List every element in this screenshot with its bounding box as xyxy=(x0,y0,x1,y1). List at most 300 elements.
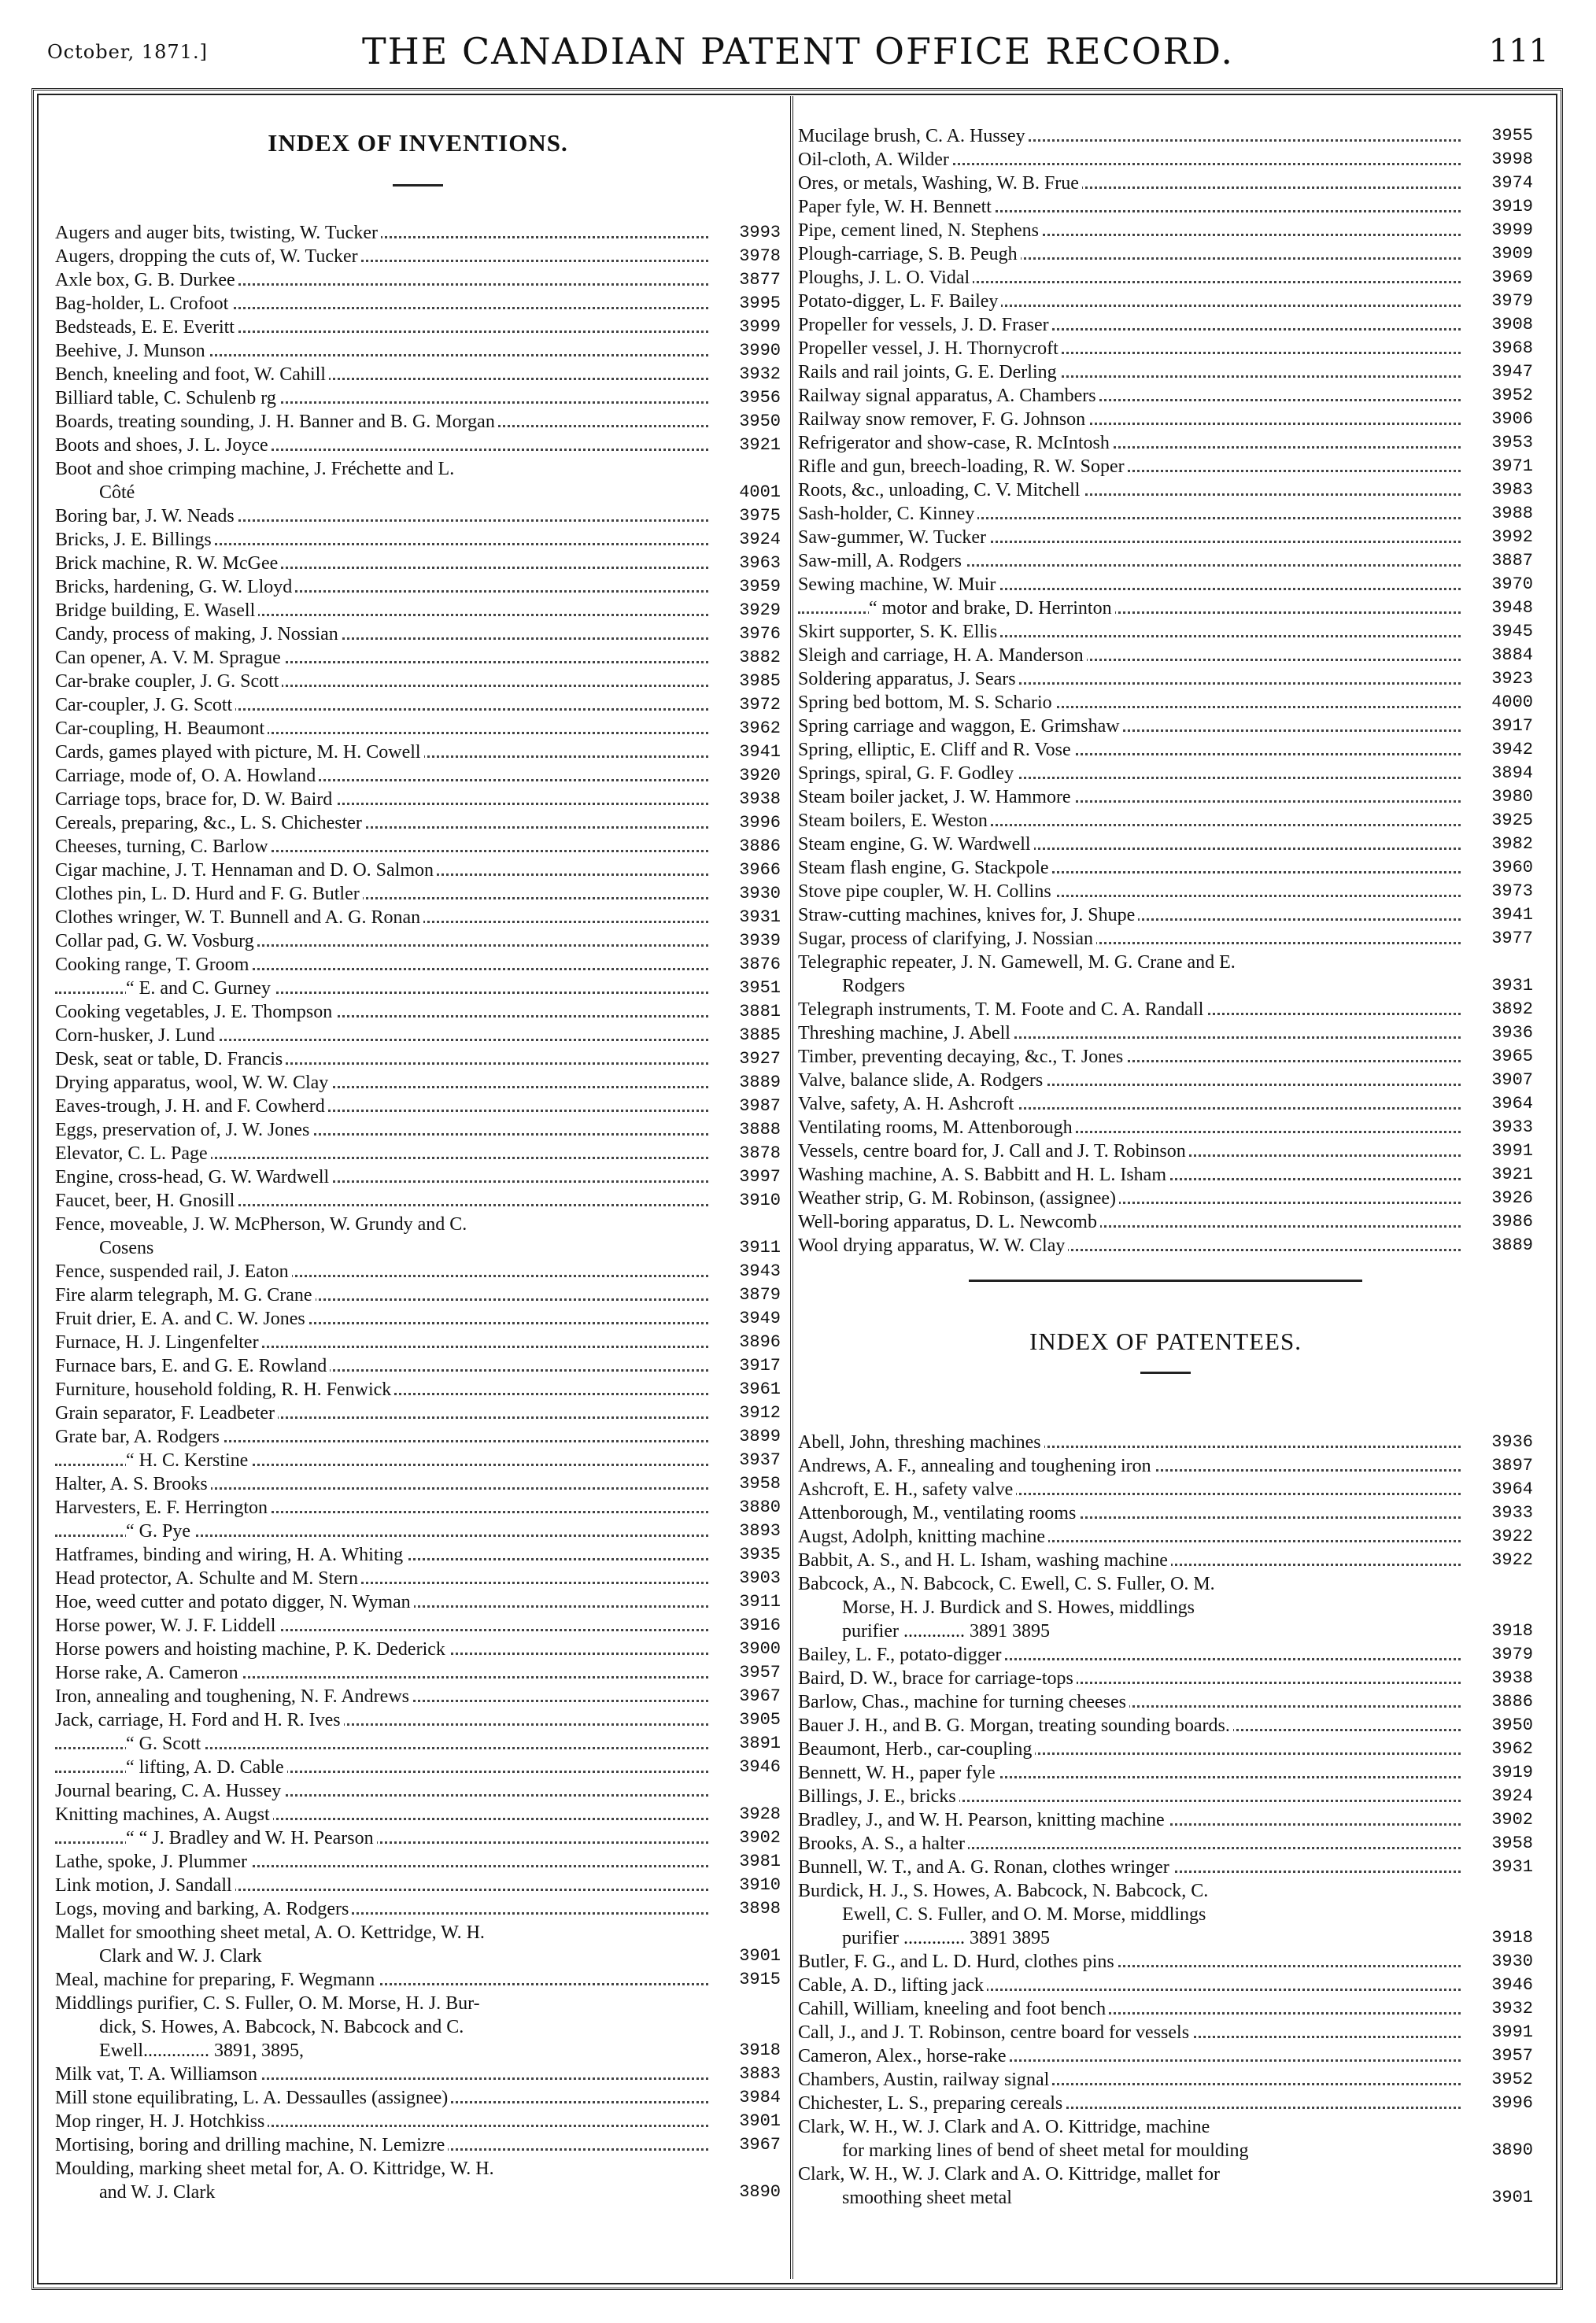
entry-text: Collar pad, G. W. Vosburg xyxy=(55,931,257,951)
entry-text: Plough-carriage, S. B. Peugh xyxy=(798,244,1021,264)
patent-number: 3949 xyxy=(739,1309,781,1328)
index-entry xyxy=(55,1354,781,1378)
entry-text: Halter, A. S. Brooks xyxy=(55,1474,211,1494)
entry-text: Babbit, A. S., and H. L. Isham, washing machine xyxy=(798,1550,1171,1571)
patent-number: 3957 xyxy=(739,1663,781,1682)
index-entry xyxy=(55,1543,781,1567)
index-entry xyxy=(55,2157,781,2204)
patent-number: 3971 xyxy=(1491,456,1533,476)
index-entry xyxy=(55,1118,781,1142)
patent-number: 3893 xyxy=(739,1521,781,1541)
index-entry xyxy=(55,2110,781,2133)
index-entry xyxy=(55,1520,781,1543)
index-entry xyxy=(55,1307,781,1331)
index-entry xyxy=(798,691,1533,715)
entry-text: Augst, Adolph, knitting machine xyxy=(798,1527,1048,1547)
patent-number: 3995 xyxy=(739,294,781,313)
patent-number: 3931 xyxy=(1491,1857,1533,1877)
index-entry xyxy=(55,1449,781,1472)
patent-number: 3963 xyxy=(739,553,781,573)
index-entry xyxy=(55,316,781,339)
index-entry xyxy=(55,552,781,575)
entry-text: Candy, process of making, J. Nossian xyxy=(55,624,342,644)
index-entry xyxy=(55,1189,781,1213)
index-entry xyxy=(55,1260,781,1283)
index-entry xyxy=(55,504,781,528)
patent-number: 3987 xyxy=(739,1096,781,1116)
patent-number: 3929 xyxy=(739,600,781,620)
index-entry xyxy=(798,219,1533,242)
entry-text: Propeller for vessels, J. D. Fraser xyxy=(798,315,1052,335)
index-entry xyxy=(798,2021,1533,2044)
inventions-index-title: INDEX OF INVENTIONS. xyxy=(268,129,568,157)
entry-text: Attenborough, M., ventilating rooms xyxy=(798,1503,1079,1523)
patent-number: 3980 xyxy=(1491,787,1533,807)
patent-number: 3924 xyxy=(1491,1786,1533,1806)
entry-text: Bench, kneeling and foot, W. Cahill xyxy=(55,364,329,385)
entry-text: Car-coupler, J. G. Scott xyxy=(55,695,235,715)
entry-text: Bricks, J. E. Billings xyxy=(55,530,215,550)
entry-text: Roots, &c., unloading, C. V. Mitchell xyxy=(798,480,1083,500)
patent-number: 3901 xyxy=(1491,2188,1533,2207)
entry-text: Cooking range, T. Groom xyxy=(55,955,252,975)
entry-text: Augers and auger bits, twisting, W. Tucker xyxy=(55,223,381,243)
entry-text: Cigar machine, J. T. Hennaman and D. O. Salmon xyxy=(55,860,437,881)
index-entry xyxy=(55,1874,781,1897)
patent-number: 3970 xyxy=(1491,574,1533,594)
entry-text: Call, J., and J. T. Robinson, centre board for vessels xyxy=(798,2022,1192,2043)
entry-text: Mallet for smoothing sheet metal, A. O. Kettridge, W. H. xyxy=(55,1922,488,1943)
index-entry xyxy=(798,1832,1533,1856)
entry-text: Cooking vegetables, J. E. Thompson xyxy=(55,1002,335,1022)
index-entry xyxy=(798,667,1533,691)
patentees-index-title: INDEX OF PATENTEES. xyxy=(1029,1328,1302,1355)
index-entry xyxy=(798,1738,1533,1761)
entry-text: Sash-holder, C. Kinney xyxy=(798,504,977,524)
patent-number: 3891 xyxy=(739,1734,781,1753)
index-entry xyxy=(55,1071,781,1095)
index-entry xyxy=(55,622,781,646)
entry-text: “ G. Pye xyxy=(126,1521,194,1542)
entry-text: Saw-gummer, W. Tucker xyxy=(798,527,989,548)
section-separator xyxy=(969,1280,1362,1282)
entry-text: Milk vat, T. A. Williamson xyxy=(55,2064,260,2085)
index-entry xyxy=(798,644,1533,667)
entry-text: Mop ringer, H. J. Hotchkiss xyxy=(55,2111,268,2132)
patent-number: 3953 xyxy=(1491,433,1533,452)
entry-text: Bunnell, W. T., and A. G. Ronan, clothes wringer xyxy=(798,1857,1173,1878)
index-entry xyxy=(798,809,1533,833)
entry-text: Rails and rail joints, G. E. Derling xyxy=(798,362,1060,382)
index-entry xyxy=(798,384,1533,408)
entry-text: Car-brake coupler, J. G. Scott xyxy=(55,671,282,692)
entry-text: Well-boring apparatus, D. L. Newcomb xyxy=(798,1212,1100,1232)
entry-text-continued: Clark and W. J. Clark xyxy=(55,1944,708,1968)
patent-number: 3920 xyxy=(739,766,781,785)
index-entry xyxy=(798,1525,1533,1549)
entry-text: Valve, balance slide, A. Rodgers xyxy=(798,1070,1046,1091)
patent-number: 3952 xyxy=(1491,386,1533,405)
index-entry xyxy=(798,2162,1533,2210)
index-entry xyxy=(55,292,781,316)
entry-text: Furniture, household folding, R. H. Fenwick xyxy=(55,1379,394,1400)
patent-number: 3882 xyxy=(739,648,781,667)
entry-text: Elevator, C. L. Page xyxy=(55,1143,211,1164)
patent-number: 3939 xyxy=(739,931,781,951)
entry-text-continued: Cosens xyxy=(55,1236,708,1260)
patent-number: 3966 xyxy=(739,860,781,880)
index-entry xyxy=(798,1714,1533,1738)
index-entry xyxy=(55,1826,781,1850)
index-entry xyxy=(798,596,1533,620)
patent-number: 3962 xyxy=(1491,1739,1533,1759)
index-entry xyxy=(798,620,1533,644)
patent-number: 3926 xyxy=(1491,1188,1533,1208)
entry-text: Knitting machines, A. Augst xyxy=(55,1804,273,1825)
entry-text: Brooks, A. S., a halter xyxy=(798,1834,968,1854)
entry-text: Valve, safety, A. H. Ashcroft xyxy=(798,1094,1017,1114)
index-entry xyxy=(55,363,781,386)
entry-text: Sugar, process of clarifying, J. Nossian xyxy=(798,929,1096,949)
patent-number: 3923 xyxy=(1491,669,1533,689)
index-entry xyxy=(55,268,781,292)
entry-text: Boards, treating sounding, J. H. Banner and B. G. Morgan xyxy=(55,412,498,432)
entry-text: Rifle and gun, breech-loading, R. W. Soper xyxy=(798,456,1128,477)
entry-text: Clothes wringer, W. T. Bunnell and A. G. Ronan xyxy=(55,907,423,928)
patent-number: 3898 xyxy=(739,1899,781,1919)
patent-number: 3958 xyxy=(739,1474,781,1494)
index-entry xyxy=(55,2063,781,2086)
entry-text: Augers, dropping the cuts of, W. Tucker xyxy=(55,246,361,267)
entry-text: Furnace bars, E. and G. E. Rowland xyxy=(55,1356,330,1376)
patent-number: 3985 xyxy=(739,671,781,691)
entry-text: Telegraphic repeater, J. N. Gamewell, M. G. Crane and E. xyxy=(798,952,1239,973)
patent-number: 3887 xyxy=(1491,551,1533,571)
title-rule xyxy=(393,184,443,187)
patent-number: 3917 xyxy=(739,1356,781,1376)
issue-date: October, 1871.] xyxy=(47,41,208,63)
entry-text: Weather strip, G. M. Robinson, (assignee) xyxy=(798,1188,1119,1209)
patent-number: 3897 xyxy=(1491,1456,1533,1475)
patent-number: 3915 xyxy=(739,1970,781,1989)
patent-number: 3912 xyxy=(739,1403,781,1423)
index-entry xyxy=(798,172,1533,195)
patent-number: 3936 xyxy=(1491,1023,1533,1043)
inventions-list xyxy=(55,221,781,2204)
entry-text: Cable, A. D., lifting jack xyxy=(798,1975,987,1996)
patent-number: 3902 xyxy=(1491,1810,1533,1830)
patent-number: 3922 xyxy=(1491,1550,1533,1570)
patent-number: 3935 xyxy=(739,1545,781,1564)
index-entry xyxy=(798,455,1533,478)
patent-number: 3880 xyxy=(739,1498,781,1517)
index-entry xyxy=(55,1283,781,1307)
patent-number: 3909 xyxy=(1491,244,1533,264)
entry-text: Journal bearing, C. A. Hussey xyxy=(55,1781,284,1801)
index-entry xyxy=(55,1614,781,1638)
index-entry xyxy=(55,245,781,268)
entry-text: Washing machine, A. S. Babbitt and H. L. Isham xyxy=(798,1165,1169,1185)
patent-number: 3993 xyxy=(739,223,781,242)
column-divider xyxy=(790,96,793,2279)
index-entry xyxy=(798,408,1533,431)
entry-text: Andrews, A. F., annealing and toughening iron xyxy=(798,1456,1155,1476)
index-entry xyxy=(55,1897,781,1921)
patent-number: 3982 xyxy=(1491,834,1533,854)
patent-number: 3964 xyxy=(1491,1479,1533,1499)
index-entry xyxy=(798,502,1533,526)
patent-number: 3997 xyxy=(739,1167,781,1187)
index-entry xyxy=(55,528,781,552)
entry-text: Steam engine, G. W. Wardwell xyxy=(798,834,1034,855)
patent-number: 3921 xyxy=(739,435,781,455)
index-entry xyxy=(798,1116,1533,1139)
entry-text: Skirt supporter, S. K. Ellis xyxy=(798,622,1000,642)
patent-number: 3900 xyxy=(739,1639,781,1659)
patent-number: 4000 xyxy=(1491,692,1533,712)
entry-text: Mortising, boring and drilling machine, N. Lemizre xyxy=(55,2135,448,2155)
index-entry xyxy=(798,1234,1533,1258)
index-entry xyxy=(55,740,781,764)
index-entry xyxy=(55,1661,781,1685)
patent-number: 3957 xyxy=(1491,2046,1533,2066)
entry-text: Jack, carriage, H. Ford and H. R. Ives xyxy=(55,1710,344,1730)
entry-text: Grate bar, A. Rodgers xyxy=(55,1427,223,1447)
patent-number: 3979 xyxy=(1491,1645,1533,1664)
entry-text: Pipe, cement lined, N. Stephens xyxy=(798,220,1042,241)
entry-text: Wool drying apparatus, W. W. Clay xyxy=(798,1235,1068,1256)
page-header xyxy=(47,30,1549,77)
patent-number: 3924 xyxy=(739,530,781,549)
patent-number: 3946 xyxy=(739,1757,781,1777)
patent-number: 3910 xyxy=(739,1191,781,1210)
patent-number: 3889 xyxy=(1491,1235,1533,1255)
patent-number: 3968 xyxy=(1491,338,1533,358)
patent-number: 3930 xyxy=(1491,1952,1533,1971)
entry-text-continued: smoothing sheet metal xyxy=(798,2186,1461,2210)
index-entry xyxy=(798,573,1533,596)
entry-text: Potato-digger, L. F. Bailey xyxy=(798,291,1001,312)
patent-number: 3894 xyxy=(1491,763,1533,783)
index-entry xyxy=(798,1092,1533,1116)
entry-text: Bag-holder, L. Crofoot xyxy=(55,294,231,314)
entry-text: Horse power, W. J. F. Liddell xyxy=(55,1616,279,1636)
patent-number: 3941 xyxy=(739,742,781,762)
entry-text: Middlings purifier, C. S. Fuller, O. M. Morse, H. J. Bur- xyxy=(55,1993,483,2014)
patent-number: 3922 xyxy=(1491,1527,1533,1546)
index-entry xyxy=(55,1921,781,1968)
patent-number: 3976 xyxy=(739,624,781,644)
patent-number: 3876 xyxy=(739,955,781,974)
entry-text: Bridge building, E. Wasell xyxy=(55,600,258,621)
index-entry xyxy=(798,337,1533,360)
patent-number: 3890 xyxy=(1491,2140,1533,2160)
page-number: 111 xyxy=(1488,33,1549,69)
patent-number: 3908 xyxy=(1491,315,1533,334)
patent-number: 3878 xyxy=(739,1143,781,1163)
patent-number: 4001 xyxy=(739,482,781,502)
entry-text: Bennett, W. H., paper fyle xyxy=(798,1763,999,1783)
index-entry xyxy=(798,1478,1533,1501)
index-entry xyxy=(798,833,1533,856)
patent-number: 3910 xyxy=(739,1875,781,1895)
patent-number: 3975 xyxy=(739,506,781,526)
patent-number: 3879 xyxy=(739,1285,781,1305)
inventions-column xyxy=(55,101,781,2204)
entry-text: Drying apparatus, wool, W. W. Clay xyxy=(55,1073,331,1093)
entry-text: Babcock, A., N. Babcock, C. Ewell, C. S. Fuller, O. M. xyxy=(798,1574,1218,1594)
entry-text: Cahill, William, kneeling and foot bench xyxy=(798,1999,1109,2019)
patent-number: 3952 xyxy=(1491,2070,1533,2089)
patent-number: 3943 xyxy=(739,1261,781,1281)
entry-text: Abell, John, threshing machines xyxy=(798,1432,1044,1453)
entry-text: Cereals, preparing, &c., L. S. Chichester xyxy=(55,813,365,833)
patent-number: 3999 xyxy=(1491,220,1533,240)
index-entry xyxy=(55,953,781,977)
entry-text: Sleigh and carriage, H. A. Manderson xyxy=(798,645,1087,666)
patent-number: 3946 xyxy=(1491,1975,1533,1995)
index-entry xyxy=(798,148,1533,172)
index-entry xyxy=(798,242,1533,266)
index-entry xyxy=(798,1163,1533,1187)
index-entry xyxy=(55,1402,781,1425)
index-entry xyxy=(55,835,781,859)
index-entry xyxy=(55,1095,781,1118)
patent-number: 3902 xyxy=(739,1828,781,1848)
patent-number: 3933 xyxy=(1491,1503,1533,1523)
index-entry xyxy=(55,457,781,504)
entry-text: Axle box, G. B. Durkee xyxy=(55,270,238,290)
index-entry xyxy=(798,998,1533,1021)
entry-text: Chichester, L. S., preparing cereals xyxy=(798,2093,1066,2114)
patent-number: 3889 xyxy=(739,1073,781,1092)
patent-number: 3950 xyxy=(1491,1715,1533,1735)
index-entry xyxy=(55,906,781,929)
index-entry xyxy=(55,764,781,788)
index-entry xyxy=(798,290,1533,313)
index-entry xyxy=(798,785,1533,809)
entry-text: Boot and shoe crimping machine, J. Fréchette and L. xyxy=(55,459,457,479)
entry-text-continued: Ewell.............. 3891, 3895, xyxy=(55,2039,708,2063)
index-entry xyxy=(798,431,1533,455)
index-entry xyxy=(55,1378,781,1402)
index-entry xyxy=(55,2086,781,2110)
patent-number: 3936 xyxy=(1491,1432,1533,1452)
index-entry xyxy=(55,1425,781,1449)
index-entry xyxy=(798,1879,1533,1950)
patent-number: 3981 xyxy=(739,1852,781,1871)
entry-text: Straw-cutting machines, knives for, J. Shupe xyxy=(798,905,1138,925)
index-entry xyxy=(798,880,1533,903)
entry-text: Logs, moving and barking, A. Rodgers xyxy=(55,1899,352,1919)
patent-number: 3961 xyxy=(739,1379,781,1399)
entry-text-continued: for marking lines of bend of sheet metal for moulding xyxy=(798,2139,1461,2162)
patent-number: 3919 xyxy=(1491,197,1533,216)
patent-number: 3999 xyxy=(739,317,781,337)
index-entry xyxy=(798,478,1533,502)
patent-number: 3969 xyxy=(1491,268,1533,287)
index-entry xyxy=(55,1331,781,1354)
entry-text: Iron, annealing and toughening, N. F. Andrews xyxy=(55,1686,412,1707)
patent-number: 3896 xyxy=(739,1332,781,1352)
index-entry xyxy=(55,434,781,457)
entry-text: Fence, suspended rail, J. Eaton xyxy=(55,1261,292,1282)
entry-text: Stove pipe coupler, W. H. Collins xyxy=(798,881,1055,902)
entry-text: Hoe, weed cutter and potato digger, N. Wyman xyxy=(55,1592,414,1612)
index-entry xyxy=(55,1992,781,2063)
patent-number: 3938 xyxy=(739,789,781,809)
patent-number: 3959 xyxy=(739,577,781,596)
index-entry xyxy=(55,2133,781,2157)
entry-text: Meal, machine for preparing, F. Wegmann xyxy=(55,1970,378,1990)
patent-number: 3962 xyxy=(739,718,781,738)
entry-text: Spring bed bottom, M. S. Schario xyxy=(798,692,1055,713)
index-entry xyxy=(55,811,781,835)
entry-text: Bricks, hardening, G. W. Lloyd xyxy=(55,577,295,597)
inventions-list-continued xyxy=(798,124,1533,1258)
patent-number: 3883 xyxy=(739,2064,781,2084)
index-entry xyxy=(55,1024,781,1047)
index-entry xyxy=(798,1856,1533,1879)
right-column xyxy=(798,124,1533,2210)
index-entry xyxy=(55,1756,781,1779)
patent-number: 3956 xyxy=(739,388,781,408)
entry-text: Steam boiler jacket, J. W. Hammore xyxy=(798,787,1074,807)
index-entry xyxy=(55,1685,781,1708)
patent-number: 3931 xyxy=(739,907,781,927)
index-entry xyxy=(55,386,781,410)
index-entry xyxy=(55,1590,781,1614)
patent-number: 3958 xyxy=(1491,1834,1533,1853)
index-entry xyxy=(798,1045,1533,1069)
index-entry xyxy=(798,2068,1533,2092)
patent-number: 3886 xyxy=(739,837,781,856)
entry-text: Corn-husker, J. Lund xyxy=(55,1025,218,1046)
index-entry xyxy=(798,1950,1533,1974)
entry-text: Faucet, beer, H. Gnosill xyxy=(55,1191,238,1211)
patent-number: 3998 xyxy=(1491,150,1533,169)
patent-number: 3972 xyxy=(739,695,781,715)
entry-text-continued: and W. J. Clark xyxy=(55,2181,708,2204)
index-entry xyxy=(55,670,781,693)
entry-text: Fire alarm telegraph, M. G. Crane xyxy=(55,1285,316,1306)
index-entry xyxy=(55,717,781,740)
entry-text: Chambers, Austin, railway signal xyxy=(798,2070,1052,2090)
index-entry xyxy=(798,856,1533,880)
index-entry xyxy=(55,788,781,811)
patent-number: 3906 xyxy=(1491,409,1533,429)
index-entry xyxy=(798,738,1533,762)
index-entry xyxy=(55,599,781,622)
index-entry xyxy=(798,124,1533,148)
entry-text: Harvesters, E. F. Herrington xyxy=(55,1498,271,1518)
index-entry xyxy=(798,360,1533,384)
patent-number: 3903 xyxy=(739,1568,781,1588)
entry-text: Baird, D. W., brace for carriage-tops xyxy=(798,1668,1077,1689)
entry-text: Carriage, mode of, O. A. Howland xyxy=(55,766,319,786)
index-entry xyxy=(798,1021,1533,1045)
patent-number: 3973 xyxy=(1491,881,1533,901)
entry-text: Lathe, spoke, J. Plummer xyxy=(55,1852,250,1872)
entry-text: Bradley, J., and W. H. Pearson, knitting machine xyxy=(798,1810,1168,1830)
entry-text: Spring, elliptic, E. Cliff and R. Vose xyxy=(798,740,1074,760)
index-entry xyxy=(798,927,1533,951)
entry-text: Steam flash engine, G. Stackpole xyxy=(798,858,1052,878)
entry-text: Spring carriage and waggon, E. Grimshaw xyxy=(798,716,1123,737)
entry-text: Sewing machine, W. Muir xyxy=(798,574,999,595)
entry-text: Link motion, J. Sandall xyxy=(55,1875,235,1896)
patent-number: 3928 xyxy=(739,1804,781,1824)
